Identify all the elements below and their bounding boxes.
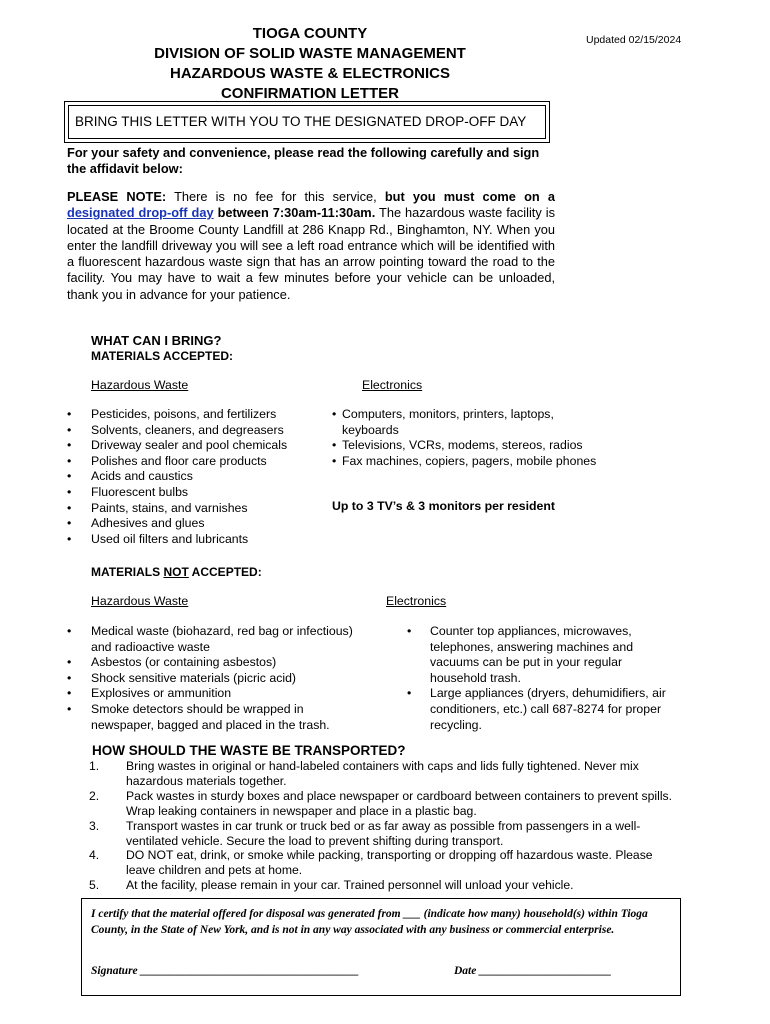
list-item: • Solvents, cleaners, and degreasers [67,422,284,437]
note-text: There is no fee for this service, [166,189,385,204]
title-line: CONFIRMATION LETTER [220,85,400,102]
dropoff-day-link[interactable]: designated drop-off day [67,205,214,221]
bring-heading: WHAT CAN I BRING? [91,333,222,348]
note-bold: but you must come on a [384,189,555,204]
not-accepted-electronics-label: Electronics [386,594,447,608]
list-item: • Smoke detectors should be wrapped in newspaper, bagged and placed in the trash. [67,701,330,732]
dropoff-banner [64,101,550,143]
accepted-hazardous-label: Hazardous Waste [91,378,189,392]
date-field[interactable]: Date _______________________ [454,965,612,977]
intro-text: For your safety and convenience, please read the following carefully and sign the affidavit below: [67,145,540,177]
list-item: • Polishes and floor care products [67,453,267,468]
certification-box [81,898,681,996]
accepted-hazardous-list [67,407,327,547]
list-item: • Large appliances (dryers, dehumidifiers, air conditioners, etc.) call 687-8274 for proper recycling. [407,686,666,732]
signature-field[interactable]: Signature ______________________________________ [91,965,360,977]
accepted-electronics-list [332,407,602,469]
list-item: • Adhesives and glues [67,516,205,531]
accepted-heading: MATERIALS ACCEPTED: [91,349,233,363]
list-item: • Fluorescent bulbs [67,484,189,499]
title-line: TIOGA COUNTY [252,25,368,42]
list-item: • Pesticides, poisons, and fertilizers [67,407,277,421]
note-time: between 7:30am-11:30am. [213,205,376,221]
transport-steps [89,759,674,893]
dropoff-banner-text: BRING THIS LETTER WITH YOU TO THE DESIGNATED DROP-OFF DAY [68,105,546,139]
list-item: • Televisions, VCRs, modems, stereos, radios [332,438,583,453]
note-label: PLEASE NOTE: [67,189,167,204]
list-item: 5. At the facility, please remain in your car. Trained personnel will unload your vehicle. [89,878,574,893]
not-accepted-electronics-list [407,624,682,733]
transport-heading: HOW SHOULD THE WASTE BE TRANSPORTED? [92,743,406,758]
list-item: • Counter top appliances, microwaves, telephones, answering machines and vacuums can be put in your regular household trash. [407,624,634,685]
title-line: HAZARDOUS WASTE & ELECTRONICS [169,65,450,82]
document-title [110,24,510,104]
certification-text: I certify that the material offered for disposal was generated from ___ (indicate how many) household(s) within Tioga County, in the State of New York, and is not in any way associated with any business or commercial enterprise. [91,908,648,936]
list-item: 3. Transport wastes in car trunk or truck bed or as far away as possible from passengers in a well-ventilated vehicle. Secure the load to prevent shifting during transport. [89,818,641,848]
tv-limit-note: Up to 3 TV’s & 3 monitors per resident [332,499,555,513]
list-item: • Explosives or ammunition [67,686,232,701]
not-accepted-hazardous-label: Hazardous Waste [91,594,189,608]
updated-date: Updated 02/15/2024 [586,34,682,46]
list-item: • Driveway sealer and pool chemicals [67,438,288,453]
list-item: 1. Bring wastes in original or hand-labeled containers with caps and lids fully tightened. Never mix hazardous materials together. [89,759,639,788]
list-item: • Used oil filters and lubricants [67,531,249,546]
not-accepted-hazardous-list [67,624,367,733]
list-item: • Acids and caustics [67,469,193,484]
list-item: • Computers, monitors, printers, laptops, keyboards [332,407,554,437]
accepted-electronics-label: Electronics [362,378,423,392]
list-item: • Paints, stains, and varnishes [67,500,248,515]
list-item: 4. DO NOT eat, drink, or smoke while packing, transporting or dropping off hazardous waste. Please leave children and pets at home. [89,848,653,878]
note-details: The hazardous waste facility is located at the Broome County Landfill at 286 Knapp Rd., Binghamton, NY. When you enter the landfill driveway you will see a left road entrance which will be identified with a fluorescent hazardous waste sign that has an arrow pointing toward the road to the facility. You may have to wait a few minutes before your vehicle can be unloaded, thank you in advance for your patience. [67,205,555,302]
not-accepted-heading: MATERIALS NOT ACCEPTED: [91,565,262,579]
list-item: • Shock sensitive materials (picric acid) [67,670,297,685]
list-item: 2. Pack wastes in sturdy boxes and place newspaper or cardboard between containers to prevent spills. Wrap leaking containers in newspaper and place in a plastic bag. [89,788,673,818]
list-item: • Asbestos (or containing asbestos) [67,655,277,670]
list-item: • Fax machines, copiers, pagers, mobile phones [332,453,597,468]
note-paragraph [67,189,555,303]
list-item: • Medical waste (biohazard, red bag or infectious) and radioactive waste [67,624,353,654]
title-line: DIVISION OF SOLID WASTE MANAGEMENT [154,45,466,62]
